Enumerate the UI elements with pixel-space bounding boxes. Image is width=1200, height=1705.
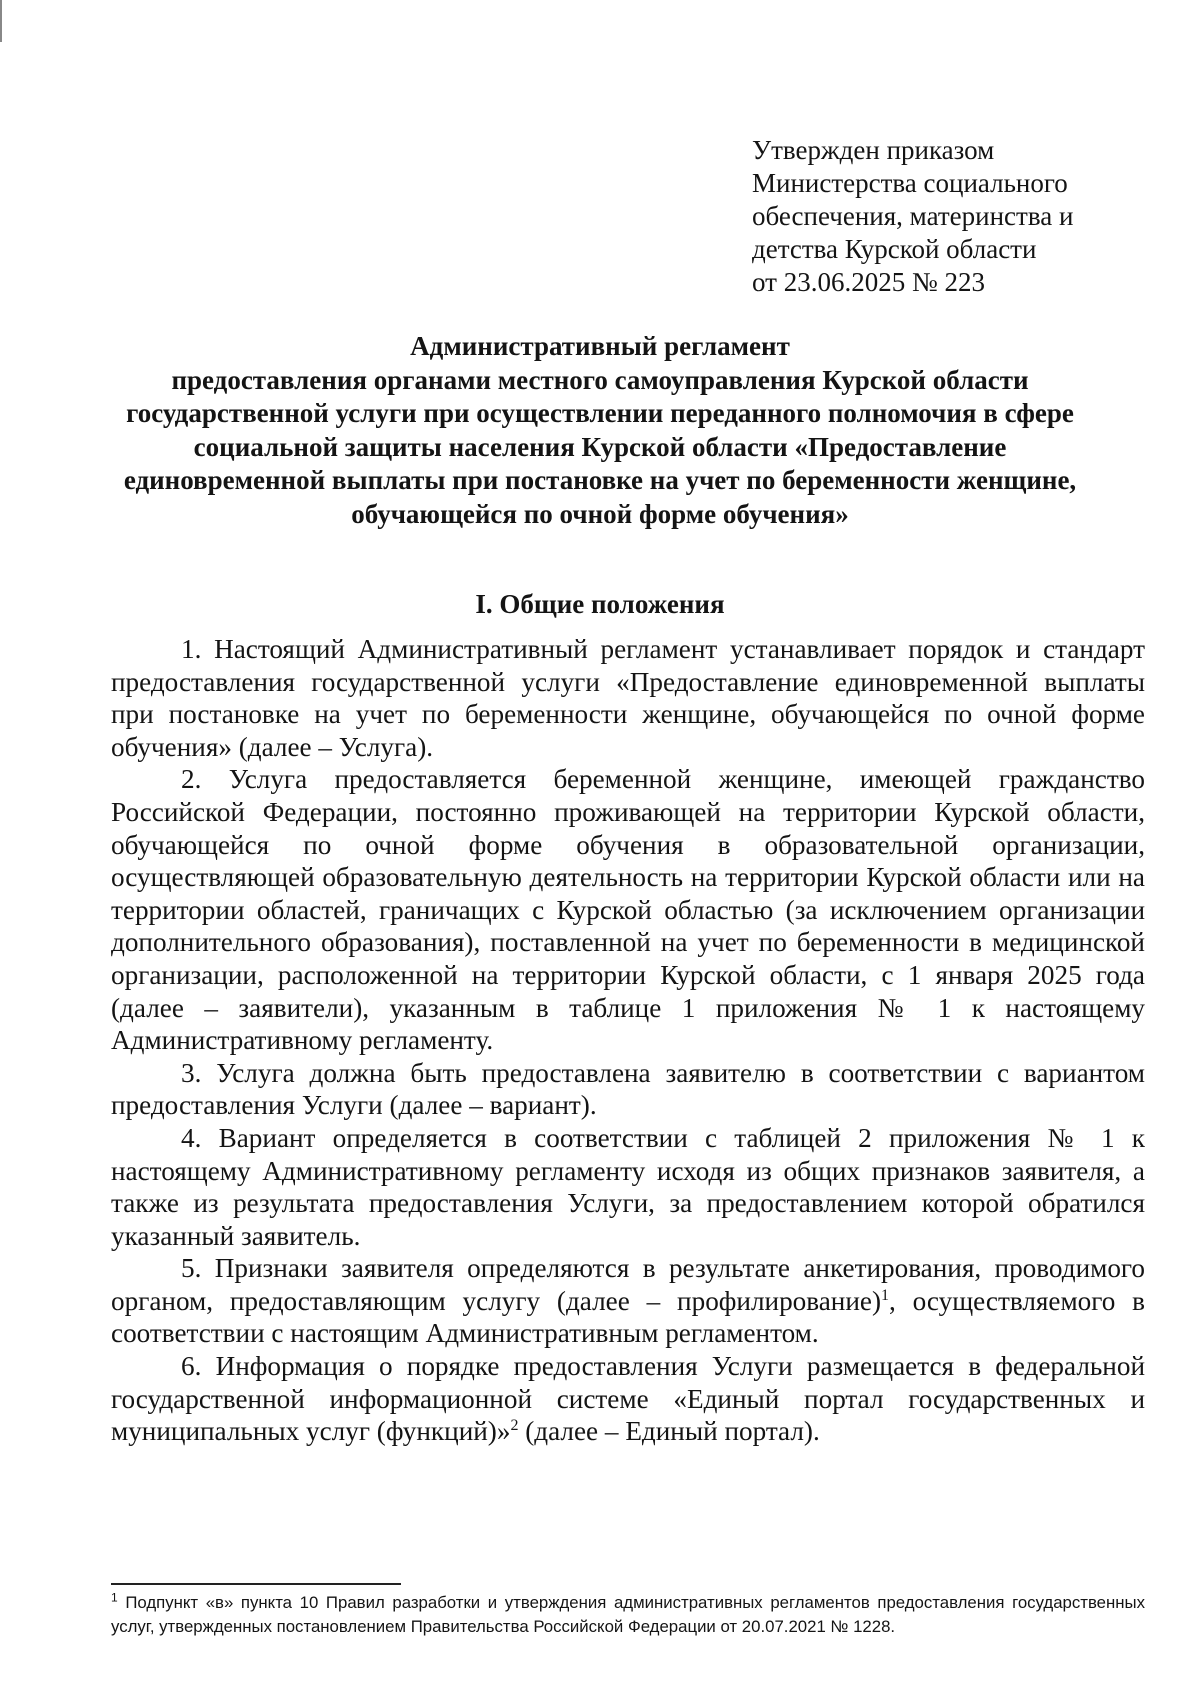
paragraph-5 <box>111 1252 1145 1350</box>
approval-line: от 23.06.2025 № 223 <box>752 267 985 297</box>
title-line: государственной услуги при осуществлении переданного полномочия в сфере <box>126 398 1074 428</box>
section-heading: I. Общие положения <box>475 589 725 619</box>
paragraph-1: 1. Настоящий Административный регламент устанавливает порядок и стандарт предоставления государственной услуги «Предоставление единовременной выплаты при постановке на учет по беременности женщине, обучающейся по очной форме обучения» (далее – Услуга). <box>111 634 1145 762</box>
approval-line: Министерства социального <box>752 168 1068 198</box>
paragraph-6-text-end: (далее – Единый портал). <box>518 1416 820 1447</box>
title-line: обучающейся по очной форме обучения» <box>351 498 849 529</box>
paragraph-5-text: 5. Признаки заявителя определяются в результате анкетирования, проводимого органом, предоставляющим услугу (далее – профилирование) <box>111 1253 1145 1316</box>
footnote-divider <box>111 1583 401 1585</box>
approval-line: Утвержден приказом <box>752 135 995 165</box>
title-line: Административный регламент <box>410 331 790 361</box>
scan-edge-mark <box>0 0 2 42</box>
approval-line: детства Курской области <box>752 234 1037 264</box>
paragraph-2: 2. Услуга предоставляется беременной женщине, имеющей гражданство Российской Федерации, постоянно проживающей на территории Курской области, обучающейся по очной форме обучения в образовательной организации, осуществляющей образовательную деятельность на территории Курской области или на территории областей, граничащих с Курской областью (за исключением организации дополнительного образования), поставленной на учет по беременности в медицинской организации, расположенной на территории Курской области, с 1 января 2025 года (далее – заявители), указанным в таблице 1 приложения № 1 к настоящему Административному регламенту. <box>111 764 1145 1056</box>
paragraph-3: 3. Услуга должна быть предоставлена заявителю в соответствии с вариантом предоставления Услуги (далее – вариант). <box>111 1057 1145 1121</box>
paragraph-5-text-end: , осуществляемого в соответствии с настоящим Административным регламентом. <box>111 1285 1145 1349</box>
approval-line: обеспечения, материнства и <box>752 201 1074 231</box>
paragraph-4: 4. Вариант определяется в соответствии с таблицей 2 приложения № 1 к настоящему Административному регламенту исходя из общих признаков заявителя, а также из результата предоставления Услуги, за предоставлением которой обратился указанный заявитель. <box>111 1122 1145 1251</box>
section-body <box>111 633 1145 1448</box>
title-line: единовременной выплаты при постановке на учет по беременности женщине, <box>123 465 1077 495</box>
footnote <box>111 1591 1145 1639</box>
paragraph-6-text: 6. Информация о порядке предоставления Услуги размещается в федеральной государственной информационной системе «Единый портал государственных и муниципальных услуг (функций)» <box>111 1351 1145 1447</box>
title-line: предоставления органами местного самоуправления Курской области <box>171 364 1029 395</box>
document-title <box>100 330 1100 531</box>
approval-stamp-block <box>752 134 1132 299</box>
footnote-text: Подпункт «в» пункта 10 Правил разработки и утверждения административных регламентов предоставления государственных услуг, утвержденных постановлением Правительства Российской Федерации от 20.07.2021 № 1228. <box>111 1593 1145 1636</box>
footnote-reference-2[interactable]: 2 <box>510 1417 519 1435</box>
title-line: социальной защиты населения Курской области «Предоставление <box>193 431 1007 462</box>
paragraph-6 <box>111 1350 1145 1448</box>
footnote-reference-1[interactable]: 1 <box>881 1286 890 1304</box>
footnote-marker: 1 <box>111 1590 118 1605</box>
